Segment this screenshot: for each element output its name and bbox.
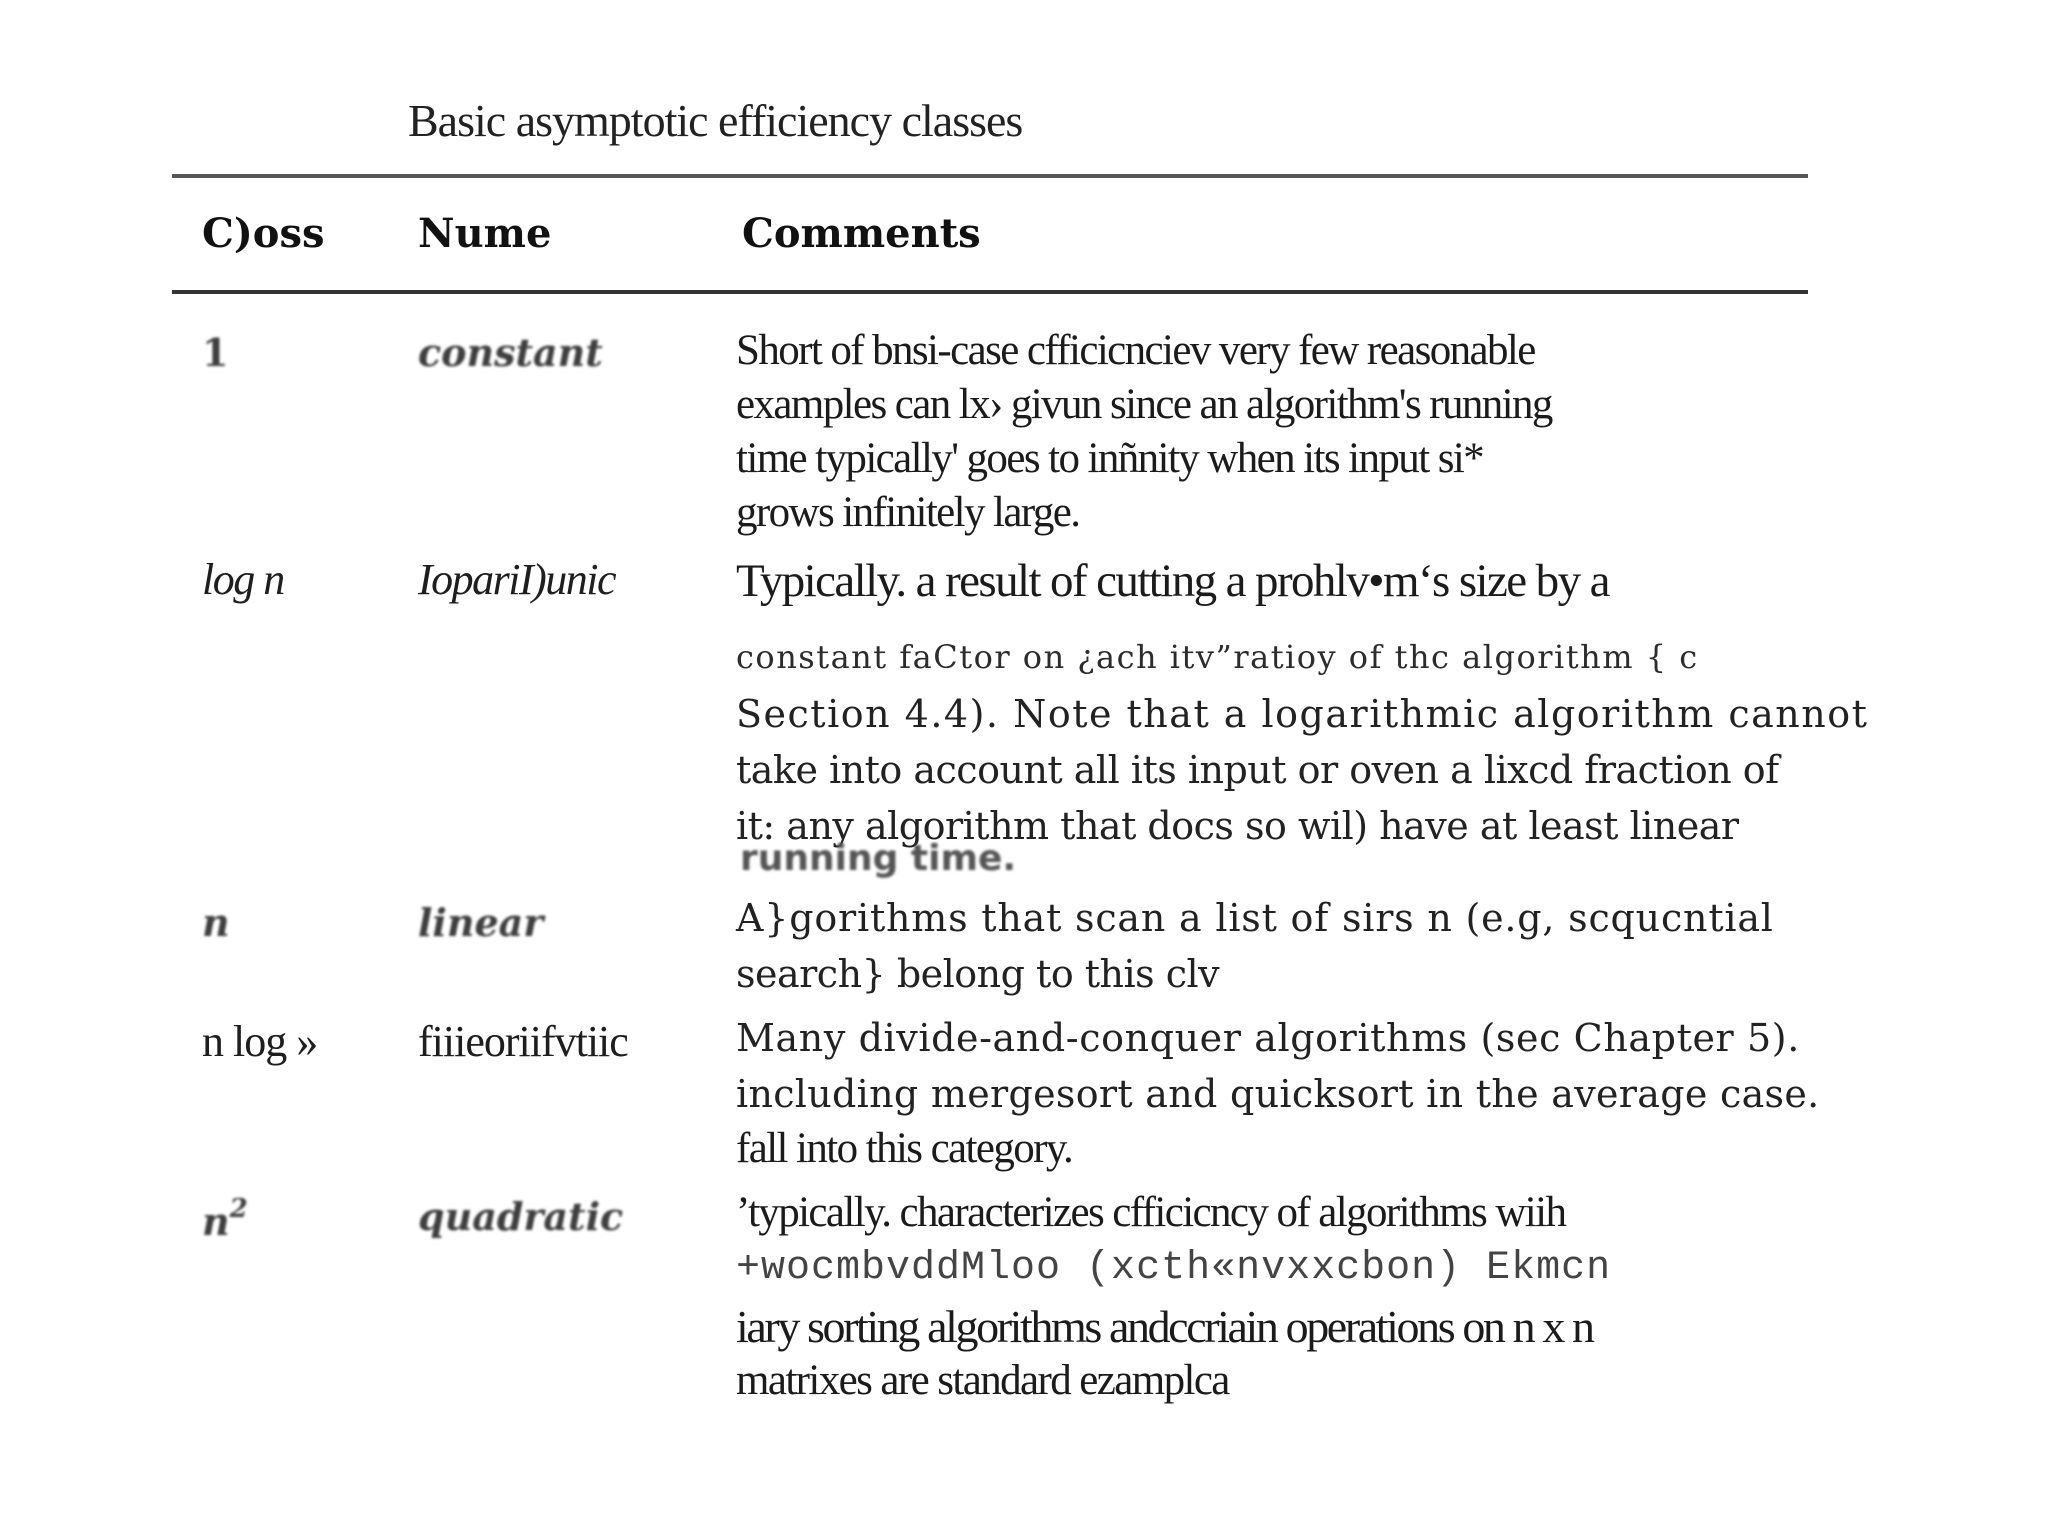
row-5-class xyxy=(202,1194,248,1244)
row-2-class: log n xyxy=(202,555,284,604)
row-2-comment-line-5: it: any algorithm that docs so wil) have at least linear xyxy=(736,804,1739,848)
table-top-rule xyxy=(172,174,1808,178)
table-caption: Basic asymptotic efficiency classes xyxy=(408,95,1023,146)
row-4-name: fiiieoriifvtiic xyxy=(418,1017,628,1066)
row-5-class-base: n xyxy=(202,1199,230,1244)
row-3-comment-line-2: search} belong to this clv xyxy=(736,952,1220,996)
row-5-comment-line-3: iary sorting algorithms andccriain operations on n x n xyxy=(736,1301,1593,1352)
row-4-comment-line-2: including mergesort and quicksort in the average case. xyxy=(736,1072,1820,1116)
row-1-class: 1 xyxy=(202,330,229,375)
row-2-comment-line-1: Typically. a result of cutting a prohlv•m‘s size by a xyxy=(736,555,1609,607)
row-5-name: quadratic xyxy=(418,1194,624,1239)
row-2-comment-line-3: Section 4.4). Note that a logarithmic algorithm cannot xyxy=(736,692,1869,736)
row-1-comment-line-3: time typically' goes to inñnity when its input si* xyxy=(736,435,1484,482)
row-1-comment-line-1: Short of bnsi-case cfficicnciev very few reasonable xyxy=(736,327,1535,374)
table-header-rule xyxy=(172,290,1808,294)
row-1-comment-line-4: grows infinitely large. xyxy=(736,489,1080,536)
row-2-comment-line-4: take into account all its input or oven a lixcd fraction of xyxy=(736,748,1779,792)
row-3-comment-line-1: A}gorithms that scan a list of sirs n (e.g, scqucntial xyxy=(736,896,1774,940)
row-3-class: n xyxy=(202,900,230,945)
header-class: C)oss xyxy=(202,210,325,257)
header-comments: Comments xyxy=(742,210,981,257)
row-1-name: constant xyxy=(418,330,603,375)
row-2-comment-line-2: constant faCtor on ¿ach itv”ratioy of thc algorithm { c xyxy=(736,638,1699,676)
row-4-class: n log » xyxy=(202,1017,318,1066)
row-1-comment-line-2: examples can lx› givun since an algorithm's running xyxy=(736,381,1552,428)
row-2-name: IopariI)unic xyxy=(418,555,616,604)
row-5-comment-line-2: +wocmbvddMloo (xcth«nvxxcbon) Ekmcn xyxy=(736,1246,1612,1291)
row-5-comment-line-1: ’typically. characterizes cfficicncy of algorithms wiih xyxy=(736,1189,1566,1236)
row-4-comment-line-1: Many divide-and-conquer algorithms (sec Chapter 5). xyxy=(736,1016,1800,1060)
row-5-class-superscript: 2 xyxy=(229,1194,248,1224)
row-5-comment-line-4: matrixes are standard ezamplca xyxy=(736,1357,1229,1404)
row-2-comment-line-6: running time. xyxy=(740,838,1017,879)
header-name: Nume xyxy=(418,210,552,257)
row-4-comment-line-3: fall into this category. xyxy=(736,1125,1073,1172)
row-3-name: linear xyxy=(418,900,544,945)
